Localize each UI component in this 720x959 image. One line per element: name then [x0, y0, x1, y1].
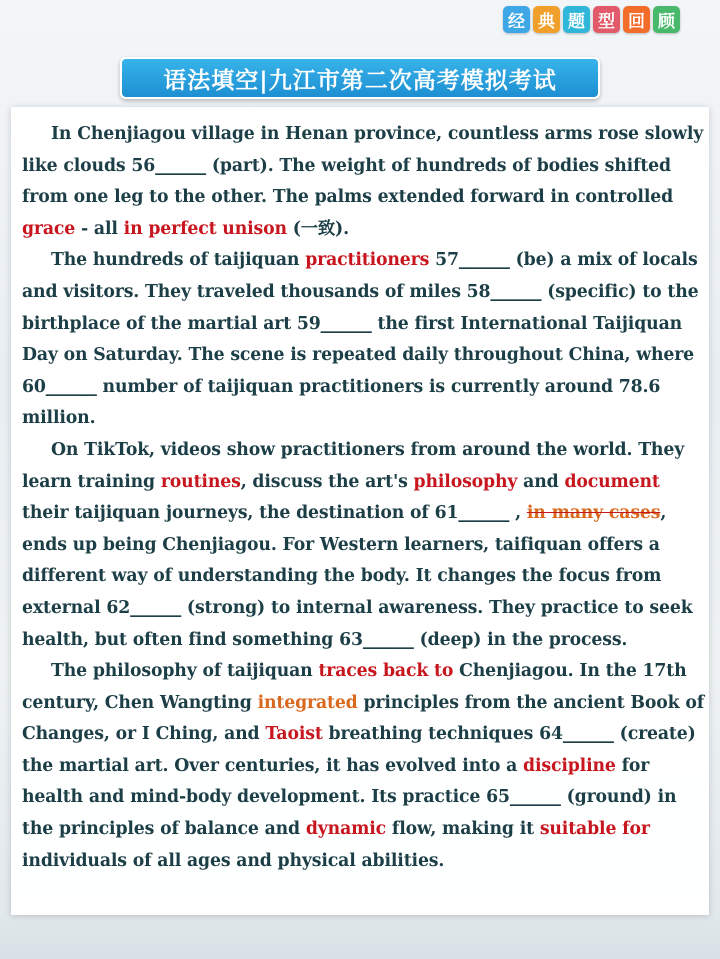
paragraph: [22, 435, 704, 656]
paragraph: [22, 119, 704, 245]
text-segment: Chenjiagou. In the 17th century, Chen Wangting: [22, 661, 687, 713]
text-segment: The philosophy of taijiquan: [51, 661, 319, 682]
highlighted-phrase: philosophy: [413, 471, 518, 492]
text-segment: principles from the ancient Book of Changes, or I Ching, and: [22, 692, 704, 745]
text-segment: In Chenjiagou village in Henan province, countless arms rose slowly like clouds 56______ (part). The weight of hundreds of bodies shifted from one leg to the other. The palms extended forward in controlled: [22, 124, 704, 208]
highlighted-phrase: discipline: [523, 755, 616, 776]
highlighted-phrase: routines: [160, 471, 241, 492]
page-title: 语法填空|九江市第二次高考模拟考试: [163, 67, 557, 94]
category-tag: 顾: [653, 6, 680, 33]
text-segment: flow, making it: [386, 819, 540, 840]
highlighted-phrase: suitable for: [539, 819, 650, 840]
paragraph: [22, 656, 704, 877]
passage-card: [11, 107, 709, 915]
text-segment: 57______ (be) a mix of locals and visitors. They traveled thousands of miles 58______ (specific) to the birthplace of the martial art 59______ the first International Taijiquan Day on Saturday. The scene is repeated daily throughout China, where 60______ number of taijiquan practitioners is currently around 78.6 million.: [22, 250, 699, 429]
category-tag: 型: [593, 6, 620, 33]
highlighted-phrase: integrated: [257, 692, 358, 713]
highlighted-phrase: traces back to: [318, 661, 454, 682]
highlighted-phrase: dynamic: [305, 819, 387, 840]
text-segment: and: [517, 471, 565, 492]
highlighted-phrase: document: [564, 471, 660, 492]
category-tag: 回: [623, 6, 650, 33]
category-tag: 经: [503, 6, 530, 33]
title-banner: [120, 57, 600, 99]
text-segment: individuals of all ages and physical abilities.: [22, 850, 445, 871]
text-segment: breathing techniques 64______ (create) the martial art. Over centuries, it has evolved into a: [22, 724, 696, 776]
text-segment: - all: [75, 218, 124, 239]
text-segment: , discuss the art's: [240, 471, 414, 492]
passage-text: [22, 119, 704, 877]
text-segment: , ends up being Chenjiagou. For Western learners, taifiquan offers a different way of understanding the body. It changes the focus from external 62______ (strong) to internal awareness. They practice to seek health, but often find something 63______ (deep) in the process.: [22, 503, 693, 650]
text-segment: On TikTok, videos show practitioners from around the world. They learn training: [22, 439, 685, 492]
highlighted-phrase: practitioners: [305, 250, 430, 271]
category-tag: 典: [533, 6, 560, 33]
highlighted-phrase: Taoist: [265, 724, 323, 745]
highlighted-phrase: grace: [22, 218, 76, 239]
text-segment: The hundreds of taijiquan: [51, 250, 306, 271]
text-segment: (一致).: [286, 218, 349, 239]
category-tag: 题: [563, 6, 590, 33]
highlighted-phrase: in many cases: [526, 503, 661, 524]
text-segment: for health and mind-body development. Its practice 65______ (ground) in the principles of balance and: [22, 755, 677, 840]
bottom-decoration: [0, 915, 720, 959]
highlighted-phrase: in perfect unison: [123, 218, 287, 239]
category-tags: [503, 6, 680, 33]
text-segment: their taijiquan journeys, the destination of 61______ ,: [22, 503, 527, 524]
paragraph: [22, 245, 704, 435]
